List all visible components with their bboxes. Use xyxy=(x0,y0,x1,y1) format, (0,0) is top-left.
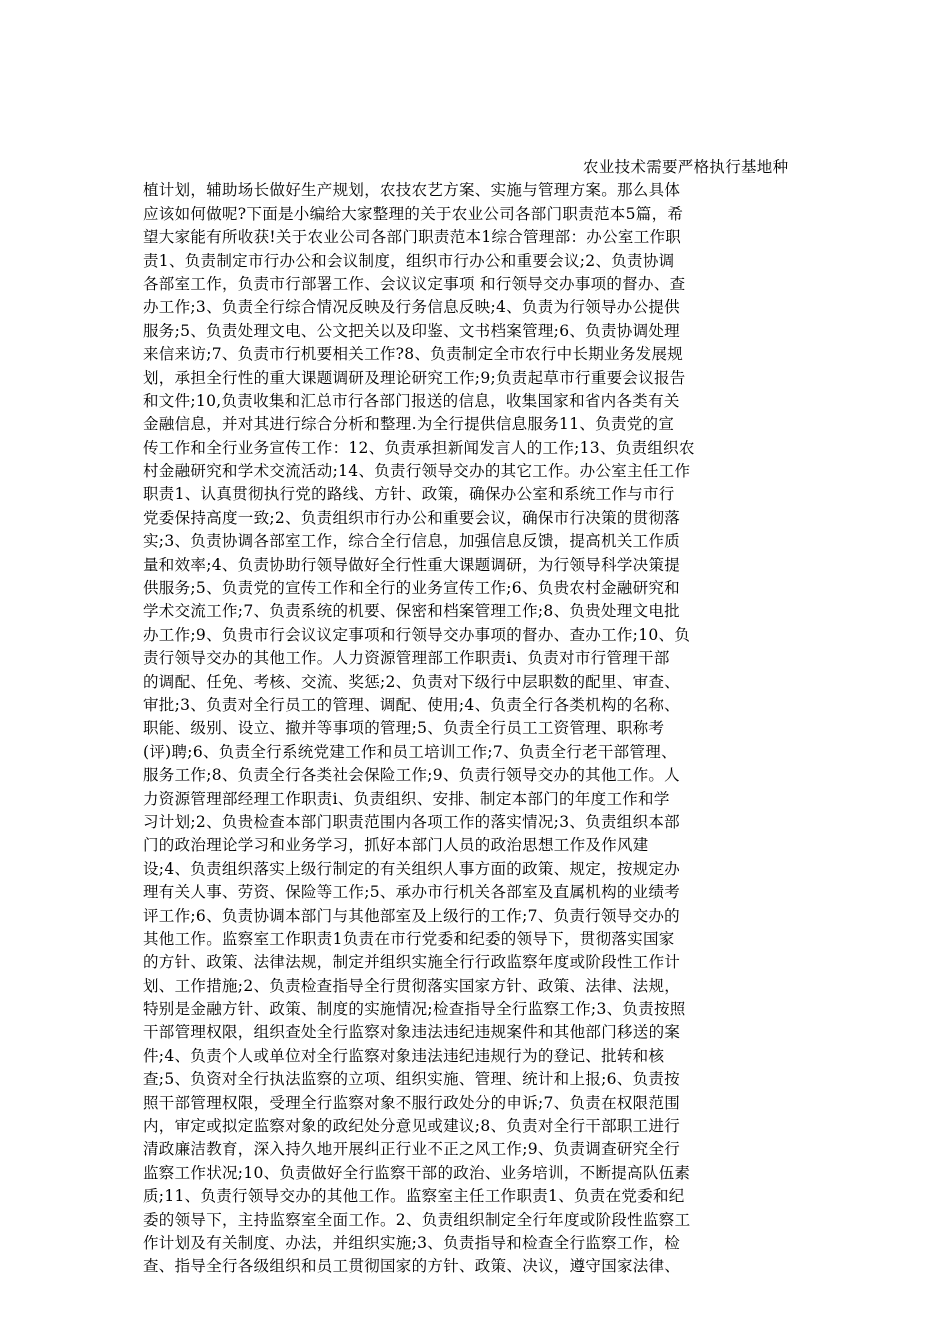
text-line: 党委保持高度一致;2、负责组织市行办公和重要会议，确保市行决策的贯彻落 xyxy=(143,508,681,527)
body-text xyxy=(143,156,799,1279)
text-line: 干部管理权限，组织查处全行监察对象违法违纪违规案件和其他部门移送的案 xyxy=(143,1023,681,1042)
text-line: 评工作;6、负责协调本部门与其他部室及上级行的工作;7、负责行领导交办的 xyxy=(143,906,680,925)
text-line: 职责1、认真贯彻执行党的路线、方针、政策，确保办公室和系统工作与市行 xyxy=(143,485,675,504)
text-line: 查、指导全行各级组织和员工贯彻国家的方针、政策、决议，遵守国家法律、 xyxy=(143,1257,681,1276)
text-line: 委的领导下，主持监察室全面工作。2、负责组织制定全行年度或阶段性监察工 xyxy=(143,1210,691,1229)
text-line: 学术交流工作;7、负责系统的机要、保密和档案管理工作;8、负贵处理文电批 xyxy=(143,602,680,621)
text-line: 的方针、政策、法律法规，制定并组织实施全行行政监察年度或阶段性工作计 xyxy=(143,953,681,972)
text-line: 农业技术需要严格执行基地种 xyxy=(583,158,789,176)
text-line: (评)聘;6、负责全行系统党建工作和员工培训工作;7、负责全行老干部管理、 xyxy=(143,742,677,761)
text-line: 质;11、负责行领导交办的其他工作。监察室主任工作职责1、负责在党委和纪 xyxy=(143,1187,685,1206)
text-line: 其他工作。监察室工作职责1负责在市行党委和纪委的领导下，贯彻落实国家 xyxy=(143,929,675,948)
text-line: 内，审定或拟定监察对象的政纪处分意见或建议;8、负责对全行干部职工进行 xyxy=(143,1117,681,1136)
text-line: 门的政治理论学习和业务学习，抓好本部门人员的政治思想工作及作风建 xyxy=(143,836,649,855)
text-line: 金融信息，并对其进行综合分析和整理.为全行提供信息服务11、负责党的宣 xyxy=(143,415,675,434)
text-line: 量和效率;4、负责协助行领导做好全行性重大课题调研，为行领导科学决策提 xyxy=(143,555,681,574)
text-line: 力资源管理部经理工作职责i、负责组织、安排、制定本部门的年度工作和学 xyxy=(143,789,670,808)
text-line: 供服务;5、负责党的宣传工作和全行的业务宣传工作;6、负贵农村金融研究和 xyxy=(143,579,680,598)
text-line: 划，承担全行性的重大课题调研及理论研究工作;9;负责起草市行重要会议报告 xyxy=(143,368,686,387)
text-line: 来信来访;7、负责市行机要相关工作?8、负责制定全市农行中长期业务发展规 xyxy=(143,345,684,364)
text-line: 服务工作;8、负责全行各类社会保险工作;9、负责行领导交办的其他工作。人 xyxy=(143,766,680,785)
text-line: 植计划，辅助场长做好生产规划，农技农艺方案、实施与管理方案。那么具体 xyxy=(143,181,681,200)
text-line: 和文件;10,负责收集和汇总市行各部门报送的信息，收集国家和省内各类有关 xyxy=(143,391,680,410)
text-line: 望大家能有所收获!关于农业公司各部门职责范本1综合管理部：办公室工作职 xyxy=(143,228,682,247)
text-line: 村金融研究和学术交流活动;14、负责行领导交办的其它工作。办公室主任工作 xyxy=(143,462,691,481)
text-line: 办工作;3、负责全行综合情况反映及行务信息反映;4、负责为行领导办公提供 xyxy=(143,298,680,317)
text-line: 特别是金融方针、政策、制度的实施情况;检查指导全行监察工作;3、负责按照 xyxy=(143,1000,686,1019)
text-line: 习计划;2、负贵检查本部门职责范围内各项工作的落实情况;3、负责组织本部 xyxy=(143,812,680,831)
text-line: 传工作和全行业务宣传工作：12、负责承担新闻发言人的工作;13、负责组织农 xyxy=(143,438,695,457)
text-line: 实;3、负责协调各部室工作，综合全行信息，加强信息反馈，提高机关工作质 xyxy=(143,532,681,551)
text-line: 职能、级别、设立、撤并等事项的管理;5、负责全行员工工资管理、职称考 xyxy=(143,719,665,738)
text-line: 设;4、负责组织落实上级行制定的有关组织人事方面的政策、规定，按规定办 xyxy=(143,859,681,878)
text-line: 划、工作措施;2、负责检查指导全行贯彻落实国家方针、政策、法律、法规， xyxy=(143,976,681,995)
text-line: 责行领导交办的其他工作。人力资源管理部工作职责i、负责对市行管理干部 xyxy=(143,649,670,668)
text-line: 办工作;9、负贵市行会议议定事项和行领导交办事项的督办、查办工作;10、负 xyxy=(143,625,691,644)
text-line: 照干部管理权限，受理全行监察对象不服行政处分的申诉;7、负责在权限范围 xyxy=(143,1093,681,1112)
text-line: 各部室工作，负责市行部署工作、会议议定事项 和行领导交办事项的督办、查 xyxy=(143,274,686,293)
text-line: 清政廉洁教育，深入持久地开展纠正行业不正之风工作;9、负责调查研究全行 xyxy=(143,1140,681,1159)
text-line: 理有关人事、劳资、保险等工作;5、承办市行机关各部室及直属机构的业绩考 xyxy=(143,883,681,902)
text-line: 应该如何做呢?下面是小编给大家整理的关于农业公司各部门职责范本5篇，希 xyxy=(143,204,684,223)
text-line: 监察工作状况;10、负责做好全行监察干部的政治、业务培训，不断提高队伍素 xyxy=(143,1163,691,1182)
text-line: 作计划及有关制度、办法，并组织实施;3、负责指导和检查全行监察工作，检 xyxy=(143,1233,681,1252)
text-line: 的调配、任免、考核、交流、奖惩;2、负责对下级行中层职数的配里、审查、 xyxy=(143,672,681,691)
text-line: 服务;5、负责处理文电、公文把关以及印鉴、文书档案管理;6、负责协调处理 xyxy=(143,321,680,340)
text-line: 审批;3、负责对全行员工的管理、调配、使用;4、负责全行各类机构的名称、 xyxy=(143,695,680,714)
text-line: 查;5、负资对全行执法监察的立项、组织实施、管理、统计和上报;6、负责按 xyxy=(143,1070,680,1089)
text-line: 件;4、负责个人或单位对全行监察对象违法违纪违规行为的登记、批转和核 xyxy=(143,1046,665,1065)
text-line: 责1、负责制定市行办公和会议制度，组织市行办公和重要会议;2、负责协调 xyxy=(143,251,675,270)
